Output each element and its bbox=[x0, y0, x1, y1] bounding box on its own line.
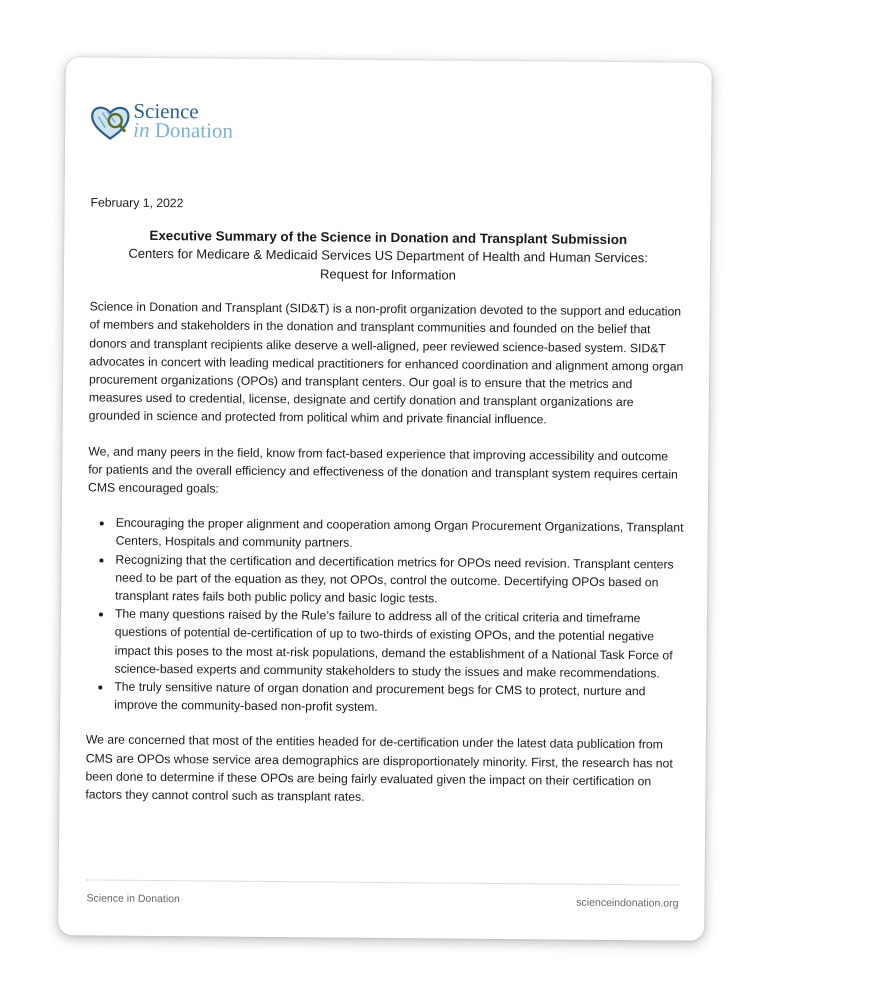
letter-heading bbox=[90, 226, 686, 287]
goals-list bbox=[86, 514, 684, 719]
heart-magnifier-icon bbox=[89, 103, 131, 141]
footer-website: scienceindonation.org bbox=[576, 896, 679, 910]
letter-body bbox=[85, 193, 686, 808]
paragraph-1: Science in Donation and Transplant (SID&T) is a non-profit organization devoted to the support and education of members and stakeholders in the donation and transplant communities and founded on the belief that donors and transplant recipients alike deserve a well-aligned, peer reviewed science-based system. SID&T advocates in concert with leading medical practitioners for enhanced coordination and alignment among organ procurement organizations (OPOs) and transplant centers. Our goal is to ensure that the metrics and measures used to credential, license, designate and certify donation and transplant organizations are grounded in science and protected from political whim and private financial influence. bbox=[88, 299, 684, 427]
logo-line2-in: in bbox=[133, 117, 150, 142]
logo-line2 bbox=[133, 117, 234, 143]
list-item: • The truly sensitive nature of organ donation and procurement begs for CMS to protect, nurture and improve the community-based non-profit system. bbox=[112, 678, 682, 719]
paragraph-2: We, and many peers in the field, know from fact-based experience that improving accessibility and outcome for patients and the overall efficiency and effectiveness of the donation and transplant system requires certain CMS encouraged goals: bbox=[88, 444, 678, 496]
footer-divider bbox=[87, 879, 679, 885]
list-item: • Recognizing that the certification and decertification metrics for OPOs need revision. Transplant centers need to be part of the equation as they, not OPOs, control the outcome. Decertifying OPOs based on transplant rates fails both public policy and basic logic tests. bbox=[113, 550, 683, 610]
logo-line2-rest: Donation bbox=[154, 117, 234, 143]
document-page bbox=[58, 57, 712, 941]
footer-org-name: Science in Donation bbox=[86, 892, 180, 906]
list-item: • The many questions raised by the Rule’s failure to address all of the critical criteria and timeframe questions of potential de-certification of up to two-thirds of existing OPOs, and the potential negative impact this poses to the most at-risk populations, demand the establishment of a National Task Force of science-based experts and community stakeholders to study the issues and make recommendations. bbox=[112, 605, 683, 683]
letter-date: February 1, 2022 bbox=[90, 195, 184, 211]
list-item: • Encouraging the proper alignment and cooperation among Organ Procurement Organizations, Transplant Centers, Hospitals and community partners. bbox=[114, 514, 684, 555]
letter-title: Executive Summary of the Science in Donation and Transplant Submission bbox=[149, 228, 628, 248]
paragraph-3: We are concerned that most of the entities headed for de-certification under the latest data publication from CMS are OPOs whose service area demographics are disproportionately minority. First, the research has not been done to determine if these OPOs are being fairly evaluated given the impact on their certification on factors they cannot control such as transplant rates. bbox=[85, 732, 673, 804]
letter-subtitle-line1: Centers for Medicare & Medicaid Services US Department of Health and Human Services: bbox=[128, 245, 648, 266]
letter-subtitle-line2: Request for Information bbox=[319, 266, 456, 283]
logo-wordmark bbox=[133, 98, 234, 143]
logo bbox=[89, 98, 259, 146]
logo-line1: Science bbox=[133, 98, 199, 124]
